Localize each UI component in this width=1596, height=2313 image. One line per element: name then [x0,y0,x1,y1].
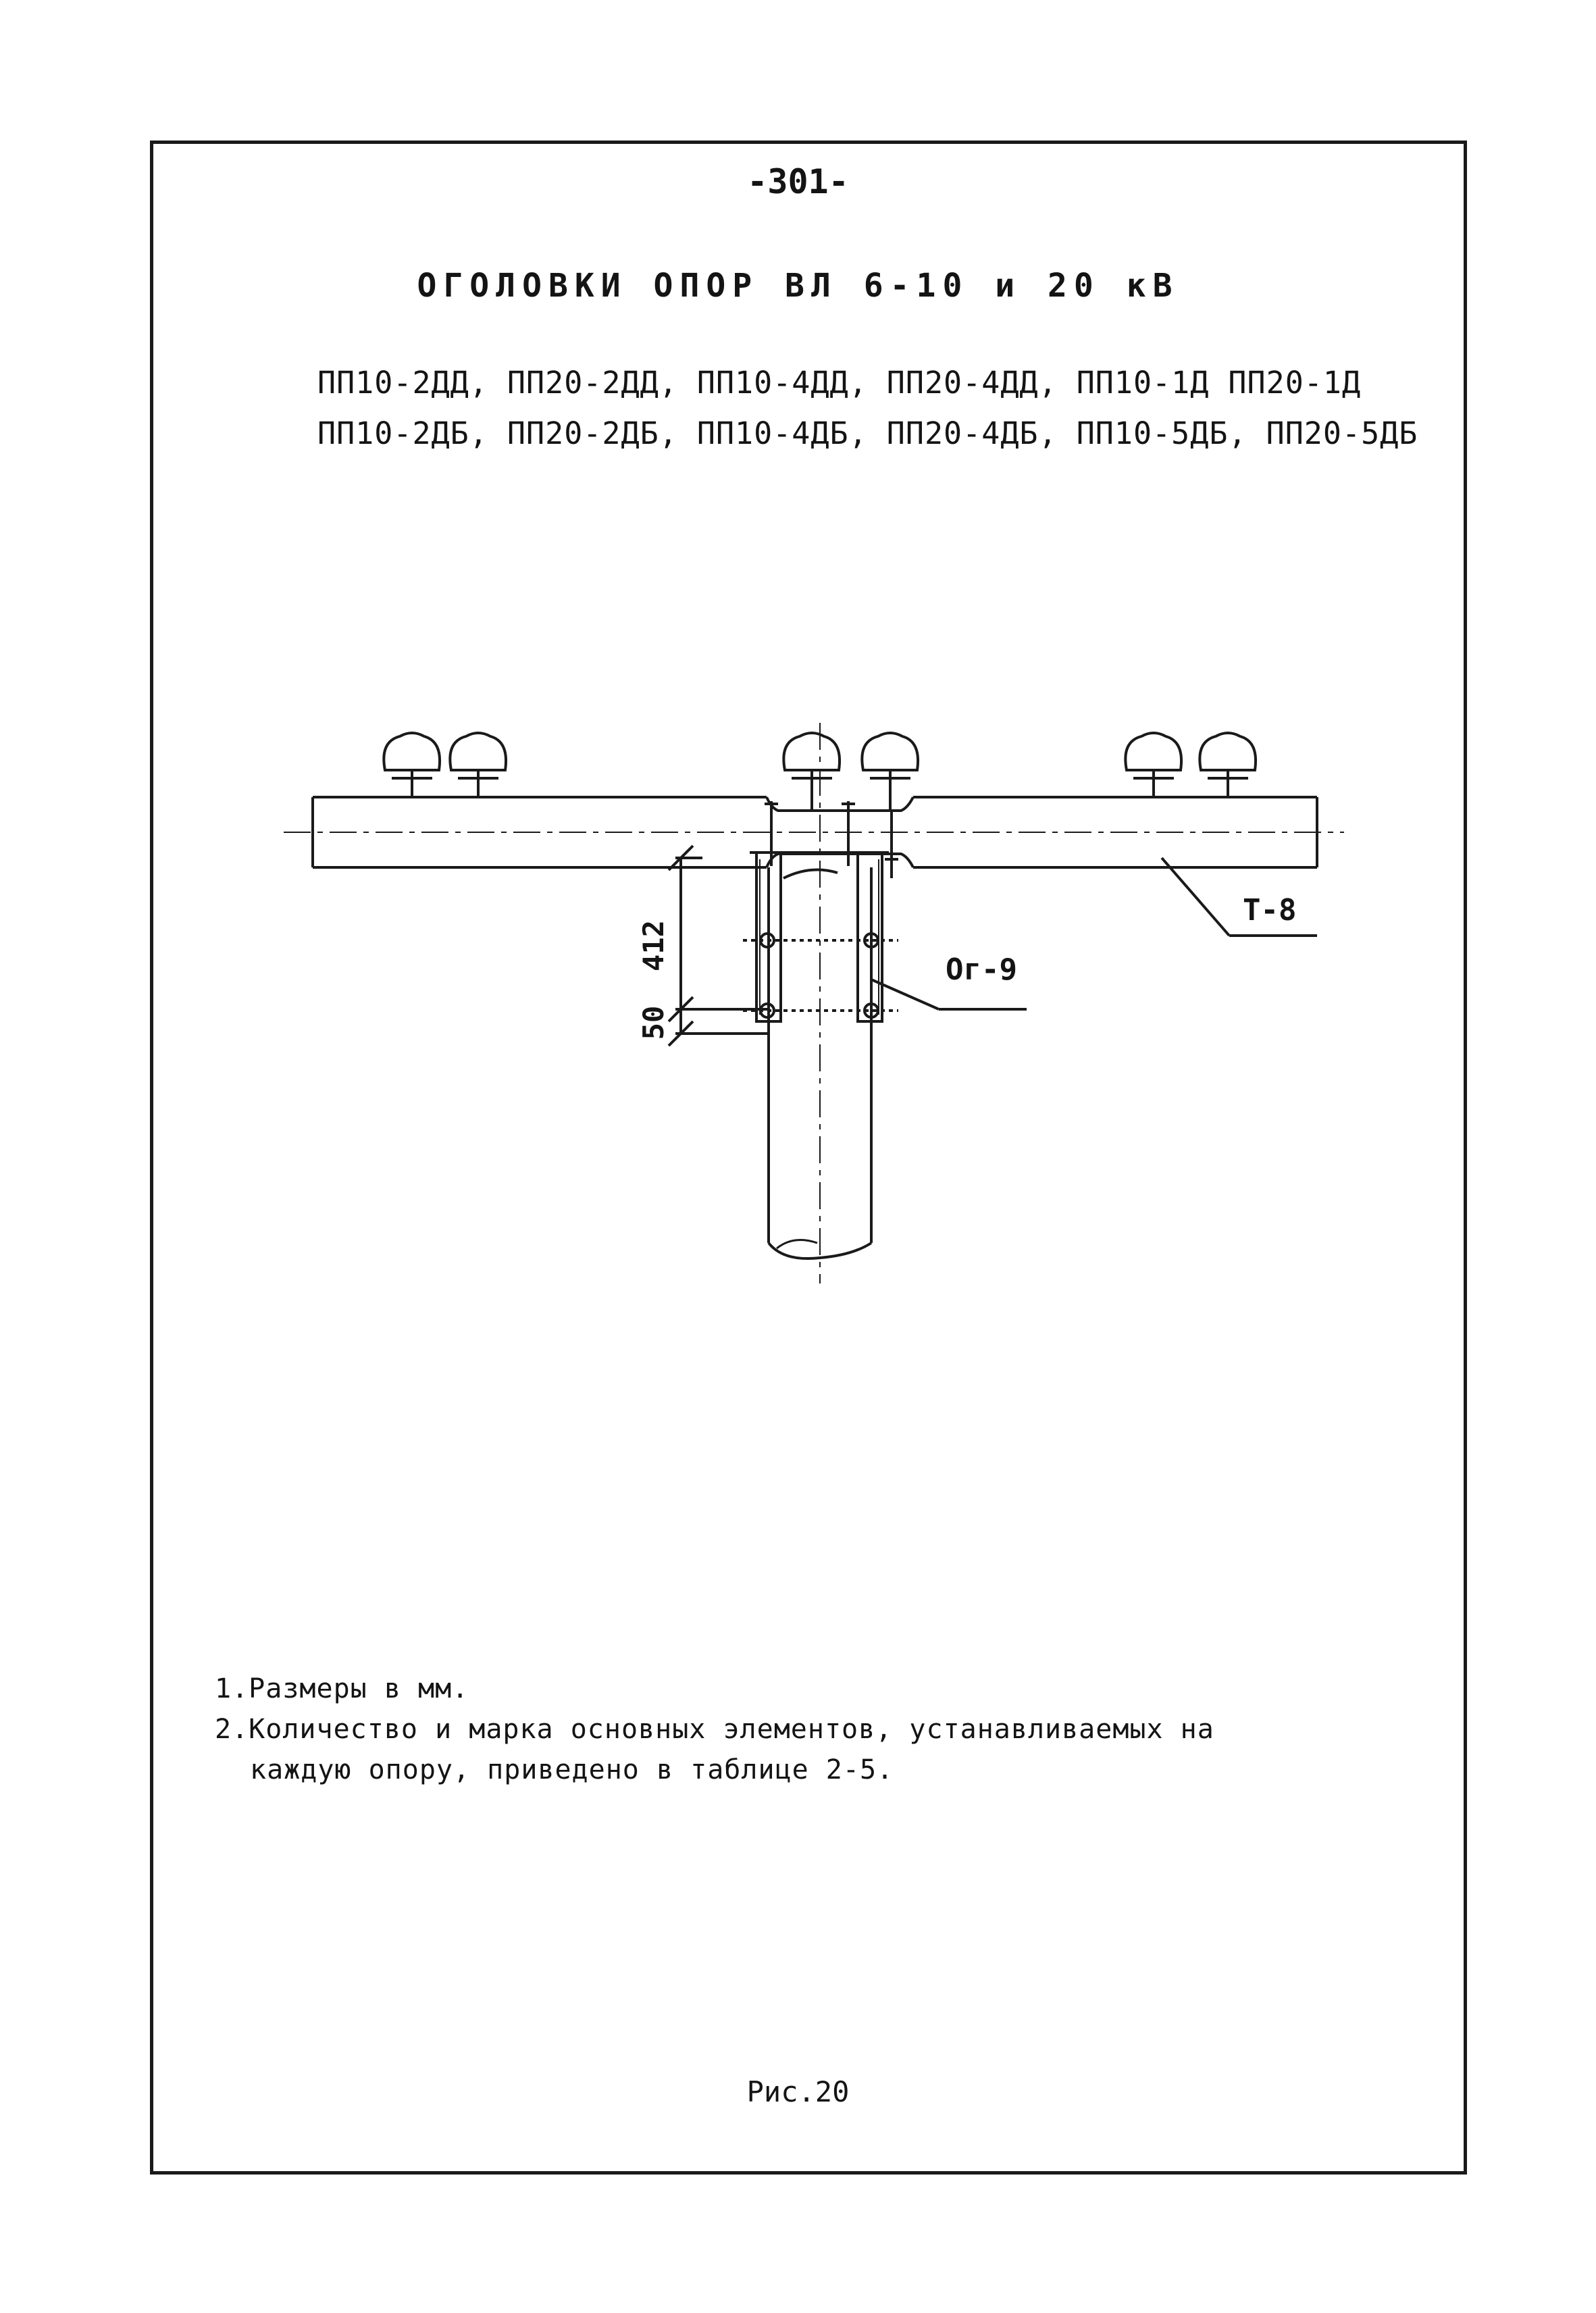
insulator [450,733,506,797]
insulator [862,733,918,811]
leader-crossarm [1162,858,1229,936]
insulator [384,733,440,797]
insulator [1200,733,1256,797]
notes [215,1669,1329,1790]
insulator [783,733,840,811]
insulator [1125,733,1181,797]
designation-line: ПП10-2ДБ, ПП20-2ДБ, ПП10-4ДБ, ПП20-4ДБ, ПП10-5ДБ, ПП20-5ДБ [317,415,1418,451]
note-item: каждую опору, приведено в таблице 2-5. [250,1754,894,1785]
figure-caption: Рис.20 [746,2075,850,2108]
note-item: 1.Размеры в мм. [215,1673,469,1704]
page-number: -301- [747,162,849,201]
dimension-412: 412 [637,920,670,971]
dimension-50: 50 [637,1005,670,1040]
crossarm-label: Т-8 [1243,893,1297,927]
bracket-label: Ог-9 [946,952,1017,987]
page-title: ОГОЛОВКИ ОПОР ВЛ 6-10 и 20 кВ [417,267,1179,305]
dimension-lines [669,846,767,1046]
designation-line: ПП10-2ДД, ПП20-2ДД, ПП10-4ДД, ПП20-4ДД, ПП10-1Д ПП20-1Д [317,365,1362,401]
note-item: 2.Количество и марка основных элементов, устанавливаемых на [215,1714,1214,1745]
